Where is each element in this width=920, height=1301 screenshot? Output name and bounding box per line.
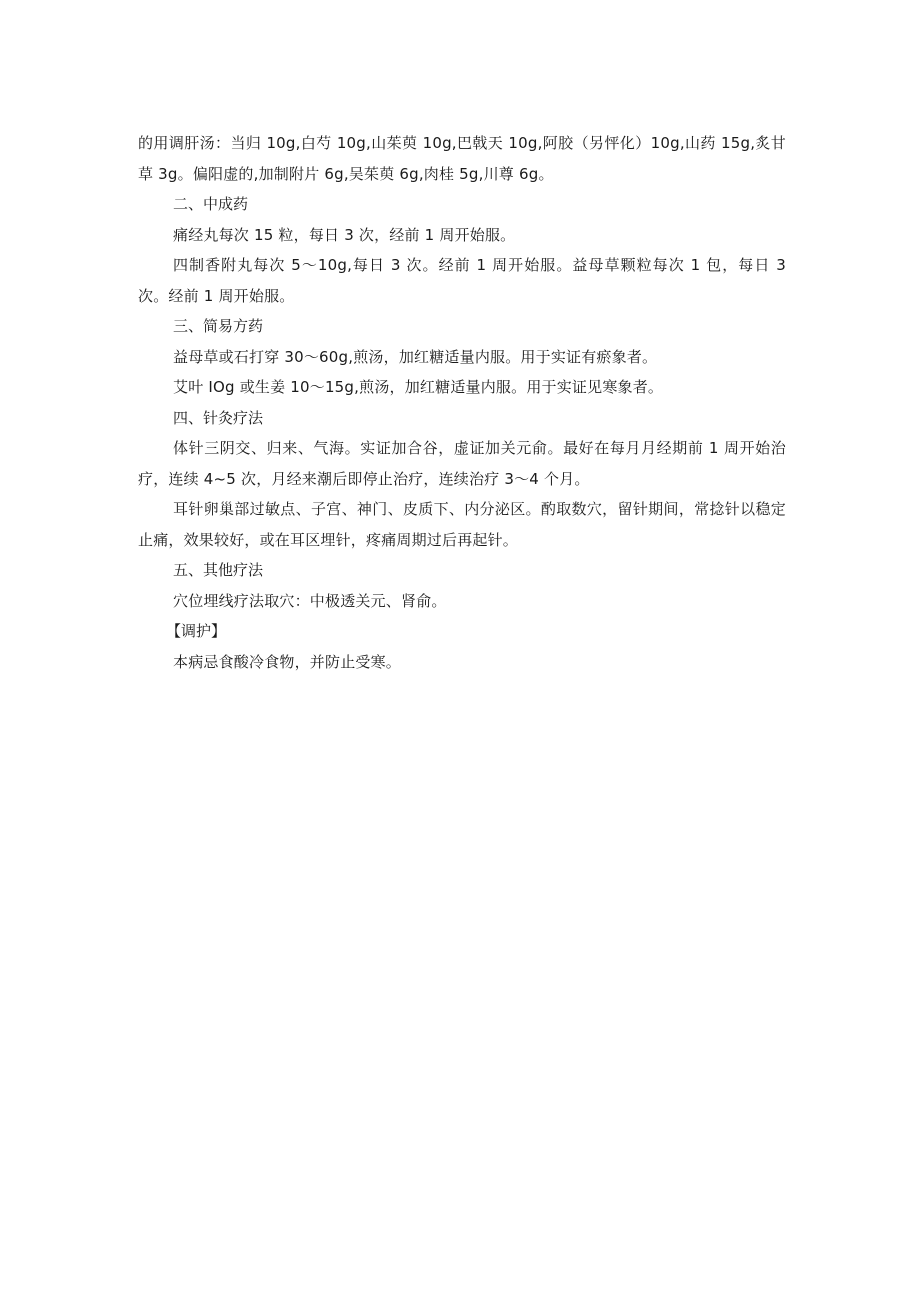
paragraph-aiye-recipe: 艾叶 IOg 或生姜 10～15g,煎汤，加红糖适量内服。用于实证见寒象者。: [173, 378, 664, 396]
paragraph-sizhi-xiangfu-pill: 四制香附丸每次 5～10g,每日 3 次。经前 1 周开始服。益母草颗粒每次 1 包，每日 3 次。经前 1 周开始服。: [138, 256, 786, 305]
section-heading-acupuncture: 四、针灸疗法: [173, 408, 264, 427]
section-heading-care: 【调护】: [166, 622, 227, 640]
paragraph-tongjing-pill: 痛经丸每次 15 粒，每日 3 次，经前 1 周开始服。: [173, 225, 516, 244]
paragraph-catgut-embedding: 穴位埋线疗法取穴：中极透关元、肾俞。: [173, 591, 447, 610]
paragraph-body-acupuncture: 体针三阴交、归来、气海。实证加合谷，虚证加关元俞。最好在每月月经期前 1 周开始治疗，连续 4~5 次，月经来潮后即停止治疗，连续治疗 3～4 个月。: [138, 439, 786, 488]
paragraph-care-advice: 本病忌食酸冷食物，并防止受寒。: [173, 652, 402, 671]
paragraph-yimucao-recipe: 益母草或石打穿 30～60g,煎汤，加红糖适量内服。用于实证有瘀象者。: [173, 347, 658, 366]
document-page: [138, 128, 786, 677]
section-heading-patent-medicine: 二、中成药: [173, 195, 249, 213]
section-heading-simple-recipes: 三、简易方药: [173, 317, 264, 335]
paragraph-formula-continuation: 的用调肝汤：当归 10g,白芍 10g,山茱萸 10g,巴戟天 10g,阿胶（另怦化）10g,山药 15g,炙甘草 3g。偏阳虚的,加制附片 6g,吴茱萸 6g,肉桂 5g,川尊 6g。: [138, 134, 786, 183]
section-heading-other-therapies: 五、其他疗法: [173, 561, 264, 579]
paragraph-ear-acupuncture: 耳针卵巢部过敏点、子宫、神门、皮质下、内分泌区。酌取数穴，留针期间，常捻针以稳定止痛，效果较好，或在耳区埋针，疼痛周期过后再起针。: [138, 500, 786, 549]
